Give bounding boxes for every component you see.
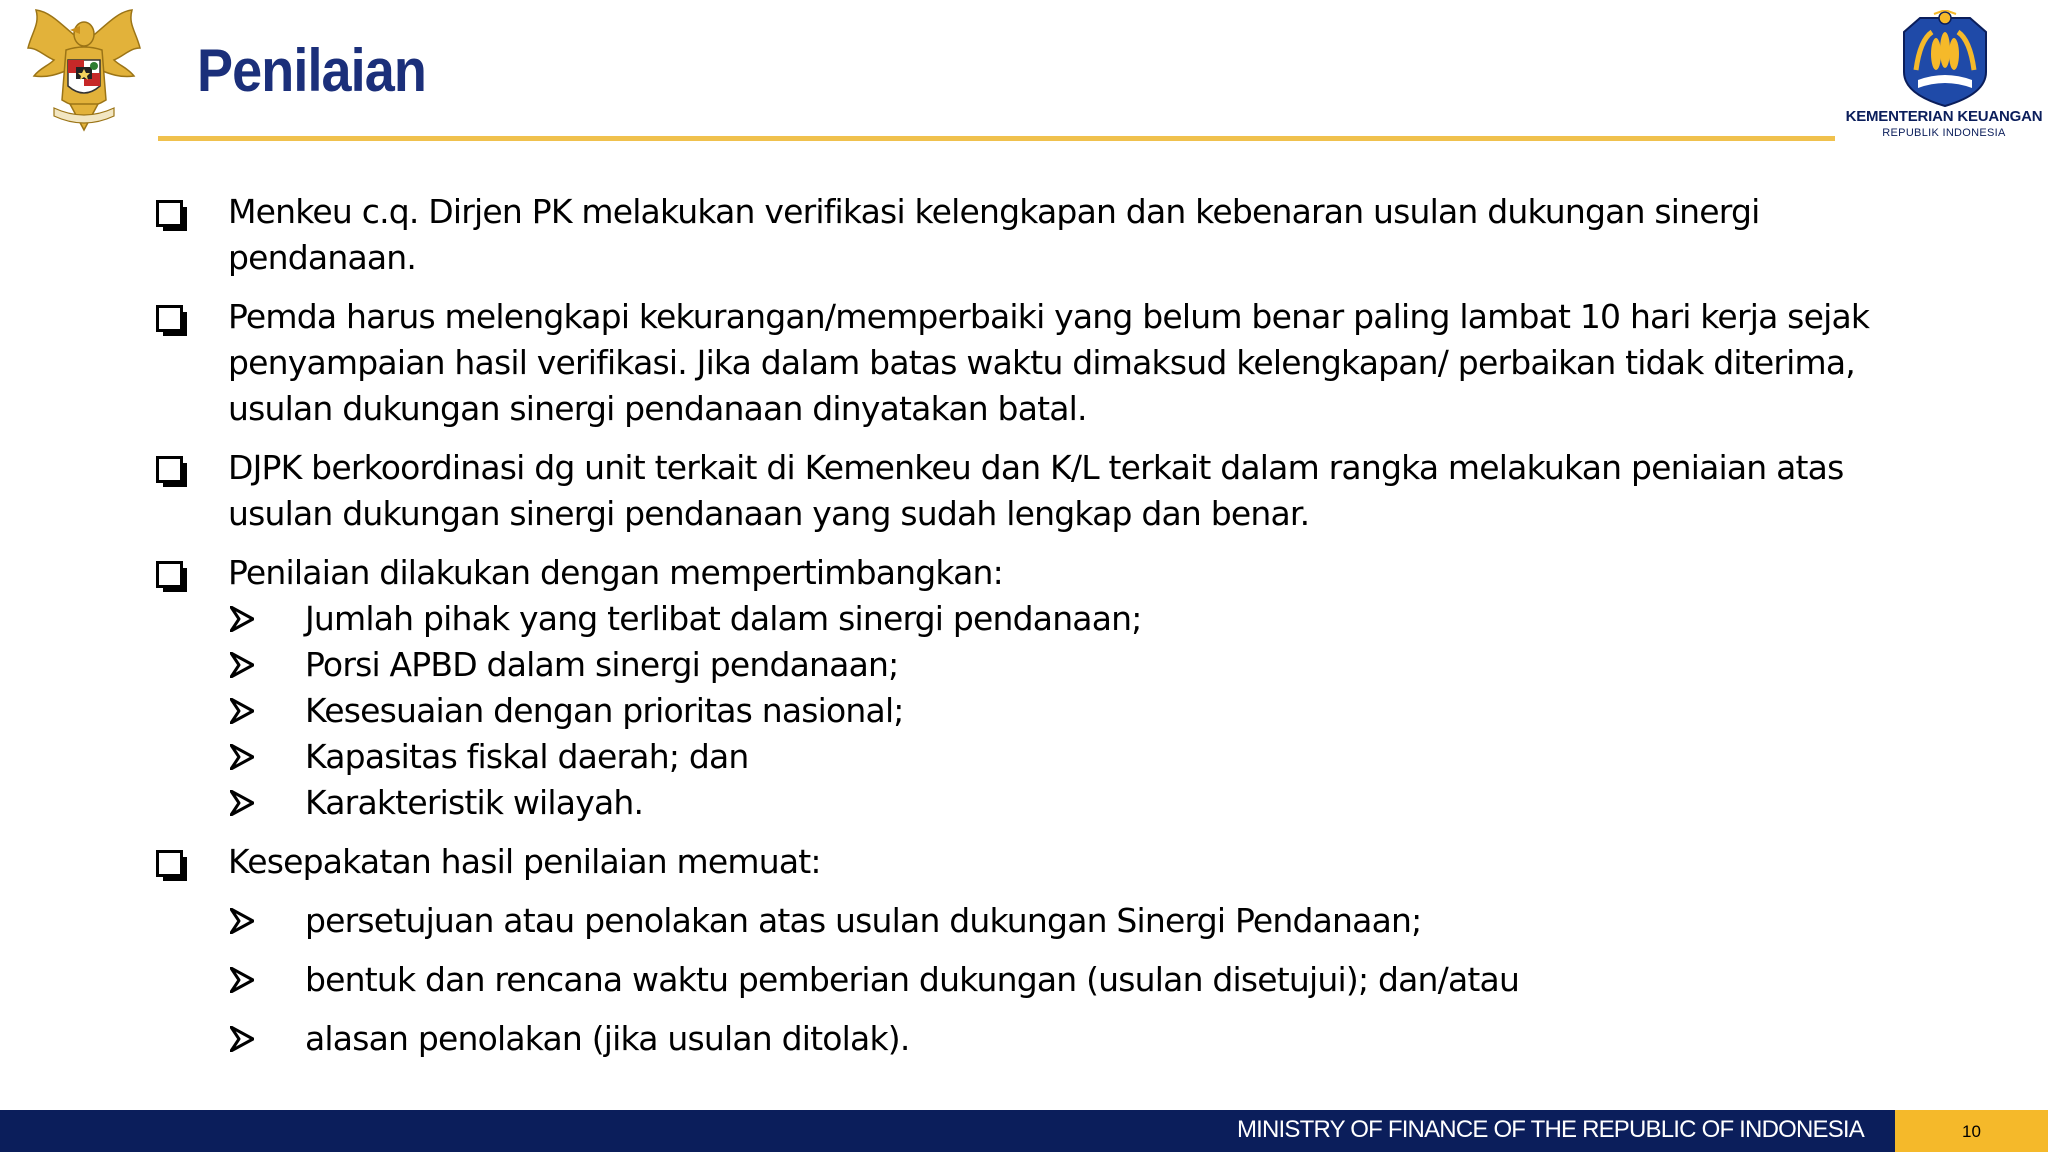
list-item-line: Pemda harus melengkapi kekurangan/memperbaiki yang belum benar paling lambat 10 hari kerja sejak <box>228 297 1870 336</box>
list-item-line: Penilaian dilakukan dengan mempertimbangkan: <box>228 553 1003 592</box>
footer-text: MINISTRY OF FINANCE OF THE REPUBLIC OF INDONESIA <box>1236 1116 1864 1143</box>
list-item-line: Kapasitas fiskal daerah; dan <box>305 737 749 776</box>
list-item-line: penyampaian hasil verifikasi. Jika dalam batas waktu dimaksud kelengkapan/ perbaikan tidak diterima, <box>228 343 1855 382</box>
list-item-line: Kesesuaian dengan prioritas nasional; <box>305 691 904 730</box>
logo-name: KEMENTERIAN KEUANGAN <box>1845 108 2043 125</box>
page-title: Penilaian <box>197 37 426 104</box>
list-item-line: Jumlah pihak yang terlibat dalam sinergi pendanaan; <box>305 599 1142 638</box>
arrow-bullet-icon <box>230 652 254 678</box>
list-item-line: alasan penolakan (jika usulan ditolak). <box>305 1019 910 1058</box>
list-item-line: Karakteristik wilayah. <box>305 783 644 822</box>
list-item-line: Porsi APBD dalam sinergi pendanaan; <box>305 645 899 684</box>
arrow-bullet-icon <box>230 1026 254 1052</box>
list-item-line: usulan dukungan sinergi pendanaan yang sudah lengkap dan benar. <box>228 494 1310 533</box>
list-item-line: bentuk dan rencana waktu pemberian dukungan (usulan disetujui); dan/atau <box>305 960 1520 999</box>
arrow-bullet-icon <box>230 790 254 816</box>
arrow-bullet-icon <box>230 606 254 632</box>
list-item-line: usulan dukungan sinergi pendanaan dinyatakan batal. <box>228 389 1087 428</box>
list-item-line: persetujuan atau penolakan atas usulan dukungan Sinergi Pendanaan; <box>305 901 1422 940</box>
checkbox-bullet-icon <box>156 561 183 588</box>
list-item-line: pendanaan. <box>228 238 417 277</box>
logo-subtitle: REPUBLIK INDONESIA <box>1882 127 2006 139</box>
checkbox-bullet-icon <box>156 200 183 227</box>
arrow-bullet-icon <box>230 908 254 934</box>
arrow-bullet-icon <box>230 967 254 993</box>
checkbox-bullet-icon <box>156 456 183 483</box>
arrow-bullet-icon <box>230 698 254 724</box>
list-item-line: Kesepakatan hasil penilaian memuat: <box>228 842 821 881</box>
list-item-line: DJPK berkoordinasi dg unit terkait di Kemenkeu dan K/L terkait dalam rangka melakukan peniaian atas <box>228 448 1844 487</box>
checkbox-bullet-icon <box>156 850 183 877</box>
checkbox-bullet-icon <box>156 305 183 332</box>
page-number: 10 <box>1962 1122 1981 1141</box>
list-item-line: Menkeu c.q. Dirjen PK melakukan verifikasi kelengkapan dan kebenaran usulan dukungan sinergi <box>228 192 1760 231</box>
arrow-bullet-icon <box>230 744 254 770</box>
